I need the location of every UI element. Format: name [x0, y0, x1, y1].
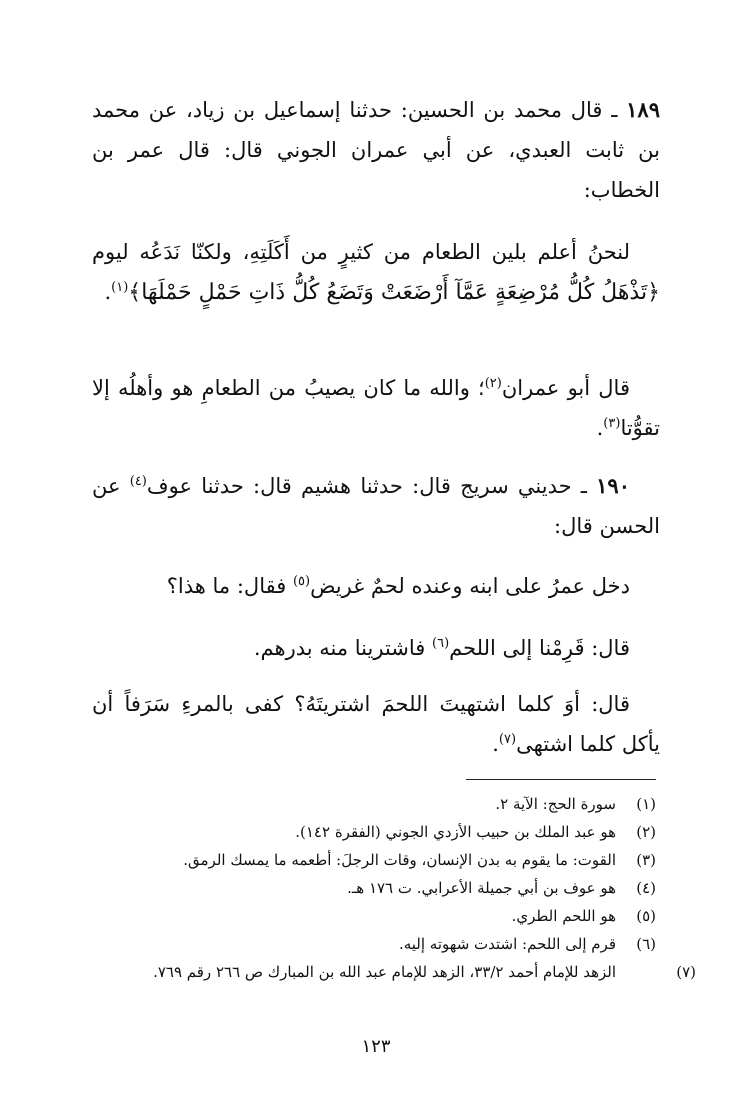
- punctuation: .: [104, 280, 112, 304]
- footnote-number: (٥): [636, 907, 656, 925]
- footnote-separator: [466, 779, 656, 780]
- dialogue-line-1: [92, 566, 660, 606]
- dialogue-line-3: [92, 684, 660, 764]
- isnad-text-a: ـ حديني سريج قال: حدثنا هشيم قال: حدثنا عوف: [146, 474, 587, 498]
- footnote-text: هو اللحم الطري.: [511, 907, 616, 925]
- dialogue-text: دخل عمرُ على ابنه وعنده لحمٌ غريض: [310, 574, 630, 598]
- isnad-text: ـ قال محمد بن الحسين: حدثنا إسماعيل بن زياد، عن محمد بن ثابت العبدي، عن أبي عمران الجوني قال: قال عمر بن الخطاب:: [92, 98, 660, 202]
- footnote-1: [96, 790, 656, 818]
- footnote-7: [96, 958, 696, 986]
- footnote-4: [96, 874, 656, 902]
- footnote-ref: (٣): [603, 416, 621, 431]
- footnote-ref: (٥): [292, 574, 311, 589]
- footnote-text: هو عبد الملك بن حبيب الأزدي الجوني (الفقرة ١٤٢).: [295, 823, 616, 841]
- dialogue-line-2: [92, 628, 660, 668]
- quote-text: لنحنُ أعلم بلين الطعام من كثيرٍ من أَكَلَتِهِ، ولكنّا نَدَعُه ليوم: [92, 240, 630, 264]
- footnote-ref: (٦): [432, 636, 450, 651]
- footnote-text: قرم إلى اللحم: اشتدت شهوته إليه.: [398, 935, 616, 953]
- isnad-text-b: عن الحسن قال:: [92, 474, 660, 538]
- punctuation: .: [492, 732, 499, 756]
- dialogue-text: فقال: ما هذا؟: [166, 574, 293, 598]
- dialogue-text: قال: قَرِمْنا إلى اللحم: [449, 636, 630, 660]
- footnote-3: [96, 846, 656, 874]
- footnote-ref: (٤): [129, 474, 147, 489]
- footnote-number: (٧): [676, 963, 696, 981]
- abu-imran-paragraph: [92, 368, 660, 448]
- footnote-number: (٤): [636, 879, 656, 897]
- footnote-5: [96, 902, 656, 930]
- paragraph-190-intro: [92, 466, 660, 546]
- paragraph-189-intro: [92, 90, 660, 210]
- paragraph-number: ١٨٩: [626, 97, 660, 122]
- footnote-text: سورة الحج: الآية ٢.: [495, 795, 616, 813]
- footnote-number: (٣): [636, 851, 656, 869]
- dialogue-text: فاشترينا منه بدرهم.: [253, 636, 432, 660]
- footnote-ref: (٢): [484, 376, 502, 391]
- footnote-number: (١): [636, 795, 656, 813]
- punctuation: .: [596, 416, 604, 440]
- footnote-number: (٢): [636, 823, 656, 841]
- umar-quote: [92, 232, 660, 313]
- quran-verse: ﴿تَذْهَلُ كُلُّ مُرْضِعَةٍ عَمَّآ أَرْضَعَتْ وَتَضَعُ كُلُّ ذَاتِ حَمْلٍ حَمْلَهَا﴾: [128, 280, 660, 305]
- abu-imran-text-a: قال أبو عمران: [501, 376, 630, 400]
- dialogue-text: قال: أوَ كلما اشتهيتَ اللحمَ اشتريتَهُ؟ كفى بالمرءِ سَرَفاً أن يأكل كلما اشتهى: [92, 692, 660, 756]
- footnote-text: هو عوف بن أبي جميلة الأعرابي. ت ١٧٦ هـ.: [347, 879, 616, 897]
- abu-imran-text-b: ؛ والله ما كان يصيبُ من الطعامِ هو وأهلُه إلا تقوُّتا: [92, 376, 660, 440]
- footnote-text: الزهد للإمام أحمد ٣٣/٢، الزهد للإمام عبد الله بن المبارك ص ٢٦٦ رقم ٧٦٩.: [153, 963, 616, 981]
- footnote-number: (٦): [636, 935, 656, 953]
- footnote-text: القوت: ما يقوم به بدن الإنسان، وقات الرجلَ: أطعمه ما يمسك الرمق.: [183, 851, 616, 869]
- page-number: ١٢٣: [361, 1036, 391, 1057]
- footnote-2: [96, 818, 656, 846]
- footnote-ref: (١): [111, 280, 129, 295]
- paragraph-number: ١٩٠: [596, 473, 630, 498]
- footnote-ref: (٧): [498, 732, 517, 747]
- footnote-6: [96, 930, 656, 958]
